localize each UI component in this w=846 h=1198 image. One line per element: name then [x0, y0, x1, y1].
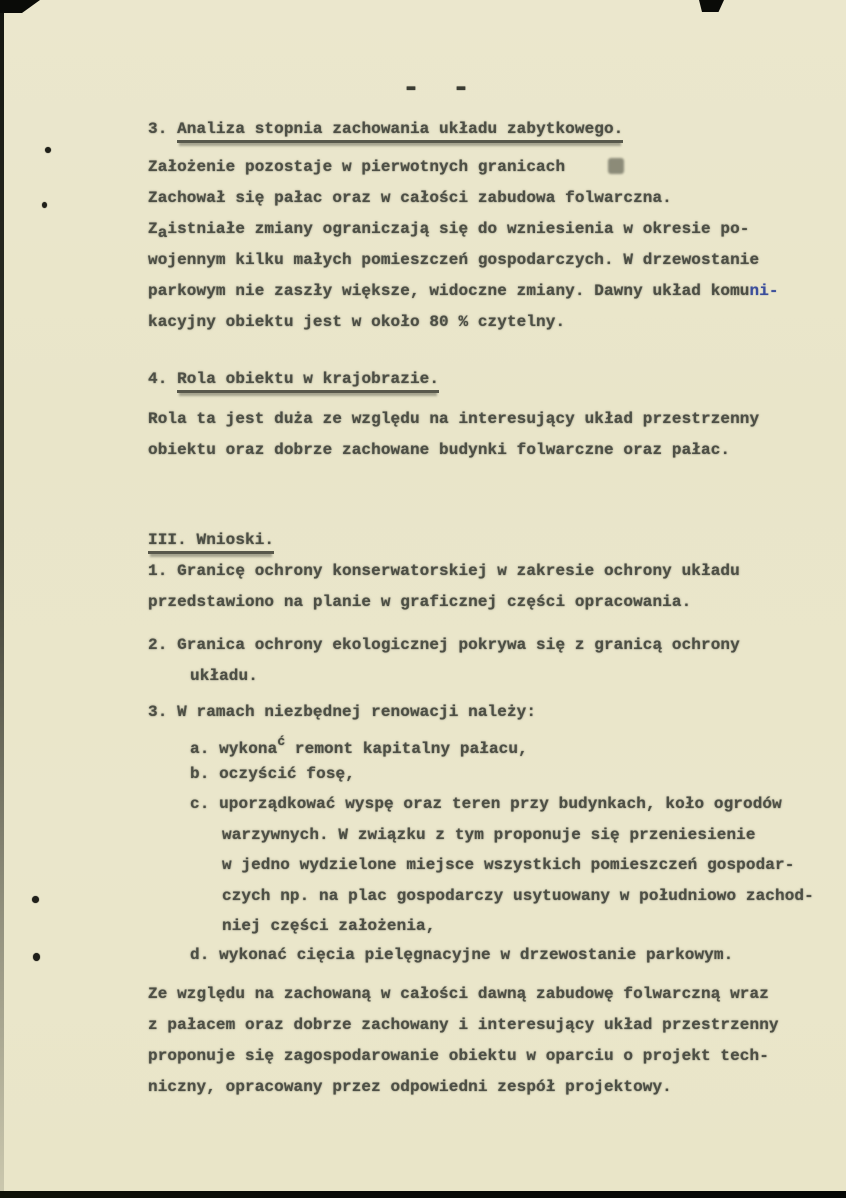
section-heading: [148, 120, 623, 138]
ink-dot: [45, 147, 51, 153]
text-line: Założenie pozostaje w pierwotnych granicach: [148, 158, 566, 176]
section-title: III. Wnioski.: [148, 531, 274, 554]
text-line: 1. Granicę ochrony konserwatorskiej w zakresie ochrony układu: [148, 562, 740, 580]
text-line: z pałacem oraz dobrze zachowany i interesujący układ przestrzenny: [148, 1016, 779, 1034]
section-title: Rola obiektu w krajobrazie.: [177, 370, 439, 393]
text-line: b. oczyścić fosę,: [190, 765, 355, 783]
page-number-dash: -: [452, 72, 471, 106]
dropped-letter: a: [157, 224, 168, 242]
text-line: proponuje się zagospodarowanie obiektu w oparciu o projekt tech-: [148, 1047, 769, 1065]
text-line: w jedno wydzielone miejsce wszystkich pomieszczeń gospodar-: [222, 856, 795, 874]
text-line: Rola ta jest duża ze względu na interesujący układ przestrzenny: [148, 410, 760, 428]
text-line: niczny, opracowany przez odpowiedni zespół projektowy.: [148, 1078, 672, 1096]
text-line: wojennym kilku małych pomieszczeń gospodarczych. W drzewostanie: [148, 251, 760, 269]
text-line: parkowym nie zaszły większe, widoczne zmiany. Dawny układ komuni-: [148, 282, 779, 300]
text-line: obiektu oraz dobrze zachowane budynki folwarczne oraz pałac.: [148, 441, 731, 459]
ink-dot: [33, 953, 40, 961]
text-line: 3. W ramach niezbędnej renowacji należy:: [148, 703, 537, 721]
scan-edge-left: [0, 0, 4, 1198]
text-line: kacyjny obiektu jest w około 80 % czytelny.: [148, 313, 566, 331]
section-number: 3.: [148, 120, 168, 138]
raised-letter: ć: [277, 734, 286, 749]
pen-correction: ni-: [749, 282, 779, 300]
scan-notch-top-right: [699, 0, 724, 12]
text-line: Zaistniałe zmiany ograniczają się do wzniesienia w okresie po-: [148, 220, 750, 242]
page-number-dash: -: [402, 72, 421, 106]
text-line: 2. Granica ochrony ekologicznej pokrywa się z granicą ochrony: [148, 636, 740, 654]
text-line: przedstawiono na planie w graficznej części opracowania.: [148, 593, 692, 611]
text-line: Ze względu na zachowaną w całości dawną zabudowę folwarczną wraz: [148, 985, 769, 1003]
text-line: c. uporządkować wyspę oraz teren przy budynkach, koło ogrodów: [190, 795, 782, 813]
section-number: 4.: [148, 370, 168, 388]
text-line: układu.: [190, 667, 258, 685]
ink-dot: [42, 202, 47, 208]
ink-dot: [32, 896, 39, 903]
scan-edge-bottom: [0, 1191, 846, 1198]
section-heading: [148, 531, 274, 549]
section-heading: [148, 370, 439, 388]
ink-smudge: [608, 158, 624, 174]
text-line: Zachował się pałac oraz w całości zabudowa folwarczna.: [148, 189, 672, 207]
scan-corner-top-left: [0, 0, 40, 13]
text-line: a. wykona$^ć$ remont kapitalny pałacu,: [190, 734, 528, 758]
section-title: Analiza stopnia zachowania układu zabytkowego.: [177, 120, 623, 143]
text-line: niej części założenia,: [222, 917, 436, 935]
text-line: d. wykonać cięcia pielęgnacyjne w drzewostanie parkowym.: [190, 946, 734, 964]
text-line: warzywnych. W związku z tym proponuje się przeniesienie: [222, 826, 756, 844]
text-line: czych np. na plac gospodarczy usytuowany w południowo zachod-: [222, 887, 814, 905]
